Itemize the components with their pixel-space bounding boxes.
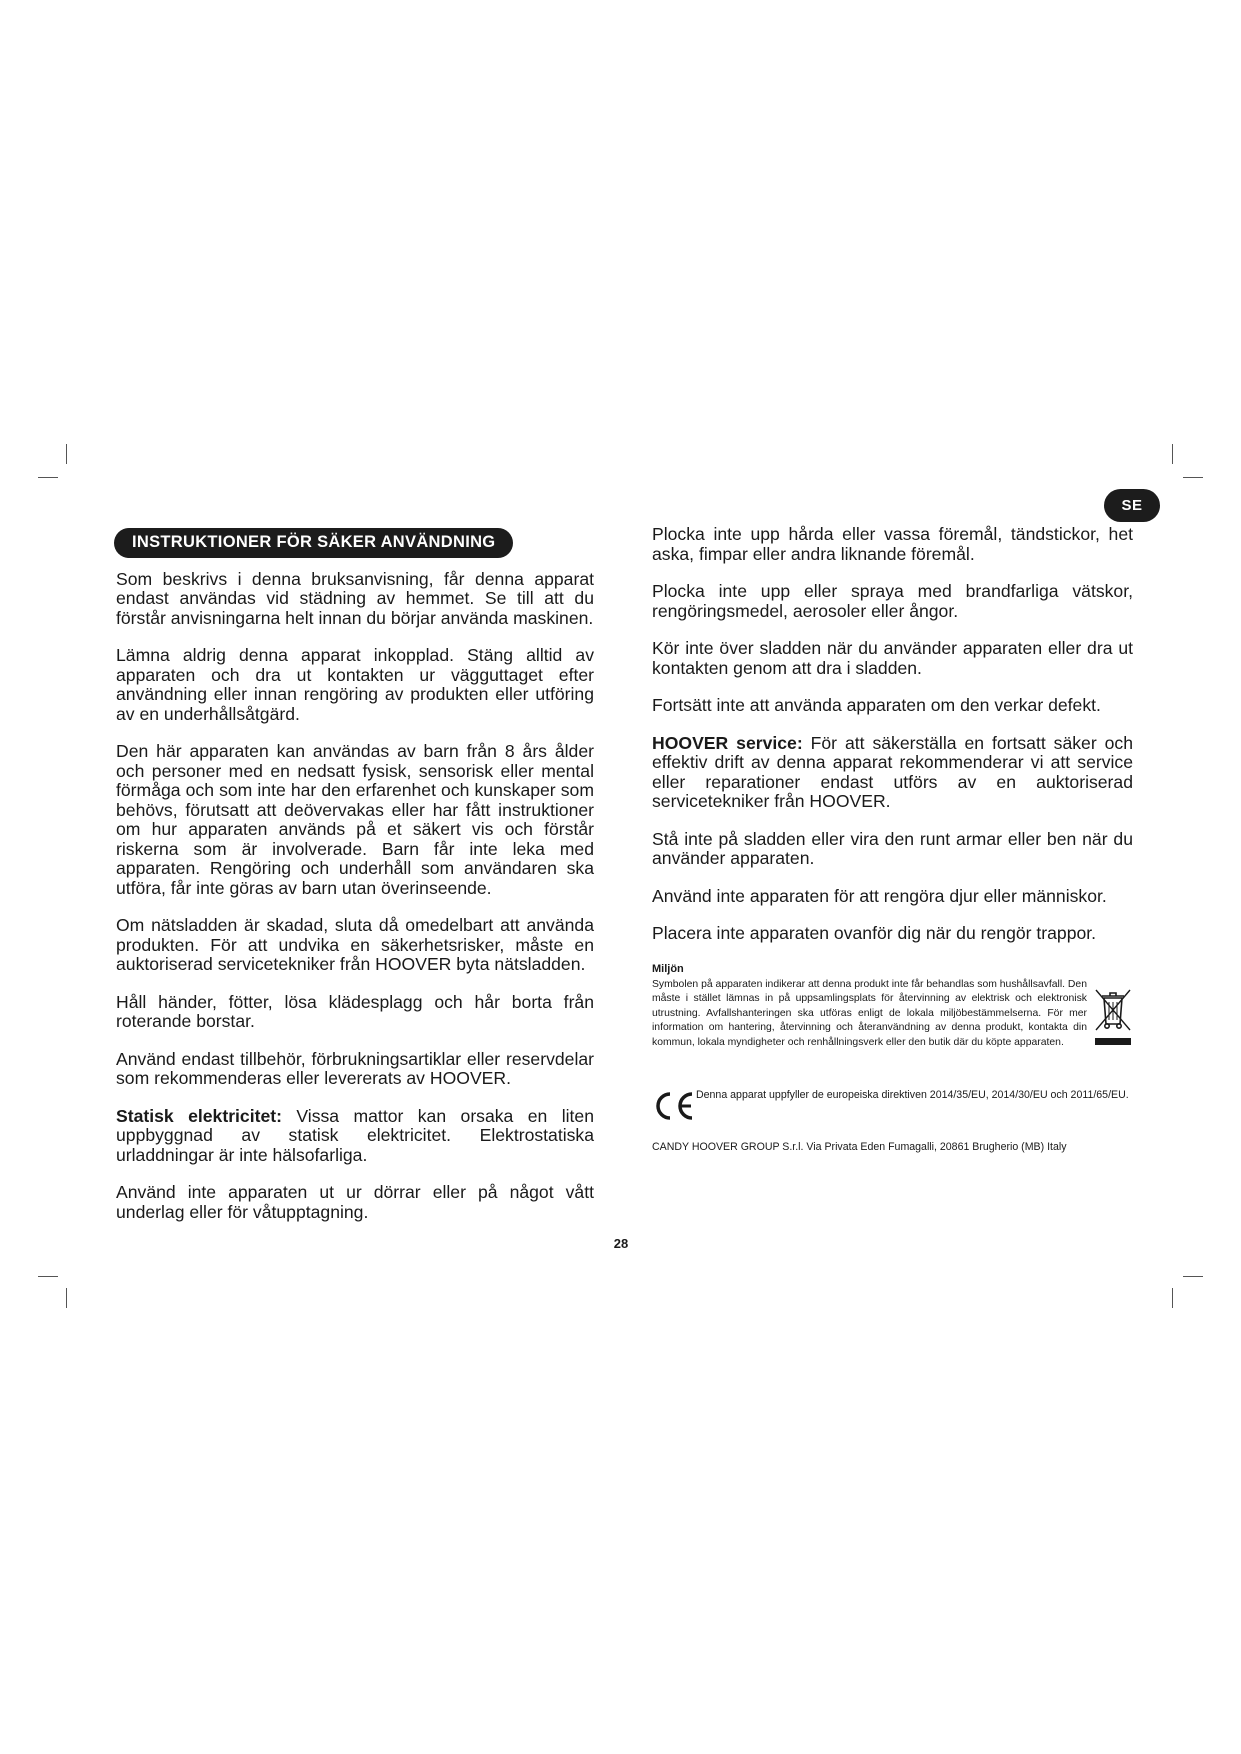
static-electricity-paragraph [116,1107,594,1166]
paragraph: Placera inte apparaten ovanför dig när du rengör trappor. [652,923,1097,943]
crop-mark [1183,1276,1203,1277]
paragraph: Fortsätt inte att använda apparaten om den verkar defekt. [652,695,1101,715]
paragraph: Stå inte på sladden eller vira den runt armar eller ben när du använder apparaten. [652,828,1133,868]
ce-block [652,1088,1133,1122]
crop-mark [66,444,67,464]
ce-mark-icon [652,1090,696,1122]
crop-mark [1172,1288,1173,1308]
paragraph: Plocka inte upp eller spraya med brandfarliga vätskor, rengöringsmedel, aerosoler eller ångor. [652,581,1133,621]
hoover-service-text: För att säkerställa en fortsatt säker och effektiv drift av denna apparat rekommenderar vi att service eller reparationer endast utförs av en auktoriserad servicetekniker från HOOVER. [652,732,1133,811]
left-column [116,528,594,1240]
crop-mark [1172,444,1173,464]
ce-declaration: Denna apparat uppfyller de europeiska direktiven 2014/35/EU, 2014/30/EU och 2011/65/EU. [696,1089,1129,1101]
language-badge: SE [1104,489,1160,522]
paragraph: Som beskrivs i denna bruksanvisning, får denna apparat endast användas vid städning av hemmet. Se till att du förstår anvisningarna helt innan du börjar använda maskinen. [116,568,594,628]
static-electricity-label: Statisk elektricitet: [116,1105,282,1126]
paragraph: Om nätsladden är skadad, sluta då omedelbart att använda produkten. För att undvika en säkerhetsrisker, måste en auktoriserad servicetekniker från HOOVER byta nätsladden. [116,915,594,974]
crop-mark [66,1288,67,1308]
section-heading: INSTRUKTIONER FÖR SÄKER ANVÄNDNING [114,528,513,558]
paragraph: Använd endast tillbehör, förbrukningsartiklar eller reservdelar som rekommenderas eller levererats av HOOVER. [116,1048,594,1088]
environment-block [652,978,1133,1069]
paragraph: Håll händer, fötter, lösa klädesplagg och hår borta från roterande borstar. [116,991,594,1031]
paragraph: Den här apparaten kan användas av barn från 8 års ålder och personer med en nedsatt fysisk, sensorisk eller mental förmåga och som inte har den erfarenhet och kunskaper som behövs, förutsatt att deövervakas eller har fått instruktioner om hur apparaten används på et säkert vis och förstår riskerna som är involverade. Barn får inte leka med apparaten. Rengöring och underhåll som användaren ska utföra, får inte göras av barn utan överinseende. [116,741,594,898]
environment-title: Miljön [652,962,684,975]
paragraph: Lämna aldrig denna apparat inkopplad. Stäng alltid av apparaten och dra ut kontakten ur vägguttaget efter användning eller innan rengöring av produkten eller utföring av en underhållsåtgärd. [116,645,594,724]
page-number: 28 [613,1236,629,1251]
right-column [652,525,1133,1155]
crop-mark [1183,477,1203,478]
paragraph: Plocka inte upp hårda eller vassa föremål, tändstickor, het aska, fimpar eller andra liknande föremål. [652,524,1133,564]
paragraph: Använd inte apparaten ut ur dörrar eller på något vått underlag eller för våtupptagning. [116,1182,594,1222]
crop-mark [38,1276,58,1277]
paragraph: Använd inte apparaten för att rengöra djur eller människor. [652,885,1107,906]
static-electricity-text: Vissa mattor kan orsaka en liten uppbyggnad av statisk elektricitet. Elektrostatiska urladdningar är inte hälsofarliga. [116,1105,594,1165]
paragraph: Kör inte över sladden när du använder apparaten eller dra ut kontakten genom att dra i sladden. [652,638,1133,678]
company-address: CANDY HOOVER GROUP S.r.l. Via Privata Eden Fumagalli, 20861 Brugherio (MB) Italy [652,1141,1067,1153]
hoover-service-label: HOOVER service: [652,732,803,753]
hoover-service-paragraph [652,734,1133,812]
crop-mark [38,477,58,478]
environment-text: Symbolen på apparaten indikerar att denna produkt inte får behandlas som hushållsavfall. Den måste i stället lämnas in på uppsamlingsplats för återvinning av elektrisk och elektronisk utrustning. Avfallshanteringen ska utföras enligt de lokala miljöbestämmelserna. För mer information om hantering, återvinning och återanvändning av denna produkt, kontakta din kommun, lokala myndigheter och renhållningsverk eller den butik där du köpte apparaten. [652,978,1087,1048]
crossed-out-wheelie-bin-icon [1093,984,1133,1050]
